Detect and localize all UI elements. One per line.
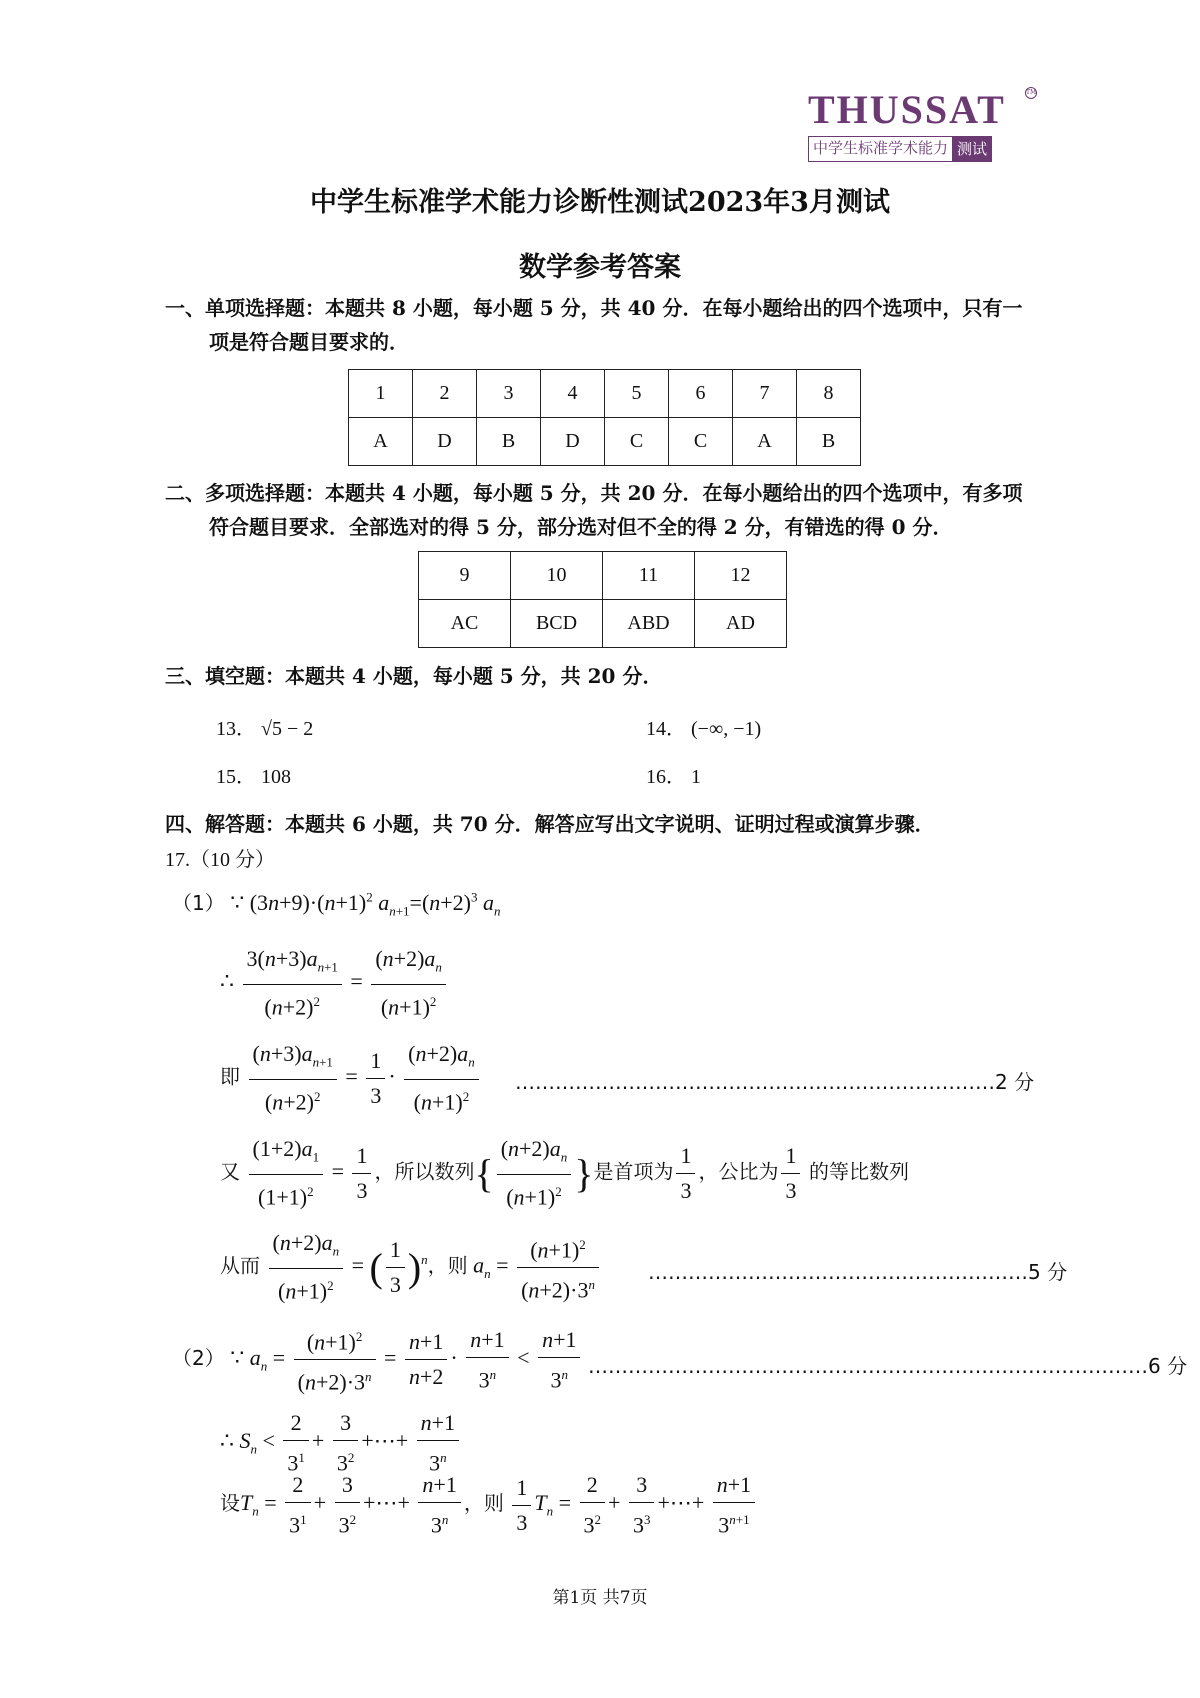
solution-line-4: 又 $\frac{(1+2)a_1}{(1+1)^2}$ = $\frac{1}{3}$ ，所以数列{ $\frac{(n+2)a_n}{(n+1)^2}$ }是首项为 $\frac{1}{3}$ ，公比为 $\frac{1}{3}$ 的等比数列	[220, 1136, 909, 1210]
answer-14	[646, 712, 761, 741]
table-row-numbers	[419, 552, 787, 600]
score-mark-2: ………………………………………………………………2 分	[515, 1070, 1035, 1094]
section-3-heading: 三、填空题：本题共 4 小题，每小题 5 分，共 20 分．	[165, 664, 663, 688]
part-label: （1）	[172, 891, 225, 915]
word-ze2: ，则	[463, 1491, 504, 1516]
table-row-answers	[349, 418, 861, 466]
solution-line-6: （2） ∵ $a_n$ = $\frac{(n+1)^2}{(n+2)\cdot 3^n}$ = $\frac{n+1}{n+2}$ · $\frac{n+1}{3^n}$ < $\frac{n+1}{3^n}$	[172, 1322, 583, 1398]
score-mark-5: …………………………………………………5 分	[648, 1260, 1068, 1284]
cell: D	[541, 418, 605, 466]
section-1-heading	[165, 291, 1045, 359]
answer-label: 13．	[216, 718, 256, 740]
cell: 5	[605, 370, 669, 418]
word-you: 又	[220, 1159, 240, 1184]
solution-line-2: ∴ $\frac{3(n+3)a_{n+1}}{(n+2)^2}$ = $\frac{(n+2)a_n}{(n+1)^2}$	[220, 944, 449, 1023]
word-shoux: 是首项为	[593, 1159, 674, 1184]
cell: AC	[419, 600, 511, 648]
section-2-line1: 二、多项选择题：本题共 4 小题，每小题 5 分，共 20 分．在每小题给出的四个选项中，有多项	[165, 481, 1023, 505]
table-row-answers	[419, 600, 787, 648]
cell: D	[413, 418, 477, 466]
answer-label: 14．	[646, 718, 686, 740]
word-suoyi: ，所以数列	[374, 1159, 475, 1184]
cell: 11	[603, 552, 695, 600]
thussat-logo	[808, 87, 1040, 162]
page-subtitle: 数学参考答案	[519, 252, 681, 283]
answer-16	[646, 760, 701, 789]
word-dengbi: 的等比数列	[808, 1159, 909, 1184]
cell: 3	[477, 370, 541, 418]
solution-line-1: （1） ∵ $(3n+9)\cdot(n+1)^2$ $a_{n+1}=(n+2)^3$ $a_n$	[172, 889, 501, 919]
section-4-heading: 四、解答题：本题共 6 小题，共 70 分．解答应写出文字说明、证明过程或演算步骤．	[165, 812, 935, 836]
section-1-line2: 项是符合题目要求的．	[209, 330, 409, 354]
cell: A	[733, 418, 797, 466]
answer-13	[216, 712, 313, 741]
word-ze: ，则	[427, 1253, 468, 1278]
cell: B	[477, 418, 541, 466]
logo-subtitle: 中学生标准学术能力	[808, 136, 952, 162]
solution-line-7: ∴ $S_n$ < $\frac{2}{3^1}$ + $\frac{3}{3^2}$ +⋯+ $\frac{n+1}{3^n}$	[220, 1408, 462, 1478]
answer-value: (−∞, −1)	[691, 718, 762, 740]
word-gongbi: ，公比为	[698, 1159, 779, 1184]
table-row-numbers	[349, 370, 861, 418]
logo-badge: 测试	[952, 136, 992, 162]
cell: 8	[797, 370, 861, 418]
part-label: （2）	[172, 1345, 225, 1370]
cell: BCD	[511, 600, 603, 648]
score-mark-6: …………………………………………………………………………6 分	[588, 1354, 1188, 1378]
question-17-label: 17.（10 分）	[165, 849, 275, 871]
solution-line-5: 从而 $\frac{(n+2)a_n}{(n+1)^2}$ = ( $\frac{1}{3}$ )$^n$，则 $a_n$ = $\frac{(n+1)^2}{(n+2)\cdot 3^n}$	[220, 1228, 602, 1307]
answer-value: √5 − 2	[261, 718, 314, 740]
logo-wordmark: THUSSAT	[808, 87, 1006, 132]
cell: 9	[419, 552, 511, 600]
cell: C	[669, 418, 733, 466]
cell: A	[349, 418, 413, 466]
answer-table-1	[348, 369, 861, 466]
answer-label: 15．	[216, 766, 256, 788]
answer-label: 16．	[646, 766, 686, 788]
answer-value: 1	[691, 766, 701, 788]
solution-line-3: 即 $\frac{(n+3)a_{n+1}}{(n+2)^2}$ = $\frac{1}{3}$ · $\frac{(n+2)a_n}{(n+1)^2}$	[220, 1039, 482, 1118]
page-title: 中学生标准学术能力诊断性测试2023年3月测试	[310, 187, 890, 218]
answer-value: 108	[261, 766, 291, 788]
cell: 2	[413, 370, 477, 418]
cell: 7	[733, 370, 797, 418]
cell: AD	[695, 600, 787, 648]
word-conger: 从而	[220, 1253, 260, 1278]
cell: C	[605, 418, 669, 466]
section-1-line1: 一、单项选择题：本题共 8 小题，每小题 5 分，共 40 分．在每小题给出的四个选项中，只有一	[165, 296, 1023, 320]
trademark-icon: TM	[1025, 87, 1037, 99]
cell: 4	[541, 370, 605, 418]
cell: 6	[669, 370, 733, 418]
answer-15	[216, 760, 291, 789]
solution-line-8: 设$T_n$ = $\frac{2}{3^1}$ + $\frac{3}{3^2}$ +⋯+ $\frac{n+1}{3^n}$ ，则 $\frac{1}{3}$ $T_n$ = $\frac{2}{3^2}$ + $\frac{3}{3^3}$ +⋯+ $\frac{n+1}{3^{n+1}}$	[220, 1470, 758, 1540]
logo-bar	[808, 136, 1040, 162]
page-footer: 第1页 共7页	[552, 1588, 648, 1608]
word-she: 设	[220, 1491, 240, 1516]
section-2-line2: 符合题目要求．全部选对的得 5 分，部分选对但不全的得 2 分，有错选的得 0 分．	[209, 515, 953, 539]
cell: 12	[695, 552, 787, 600]
answer-table-2	[418, 551, 787, 648]
word-ji: 即	[220, 1064, 240, 1089]
section-2-heading	[165, 476, 1045, 544]
cell: 10	[511, 552, 603, 600]
cell: 1	[349, 370, 413, 418]
cell: B	[797, 418, 861, 466]
cell: ABD	[603, 600, 695, 648]
